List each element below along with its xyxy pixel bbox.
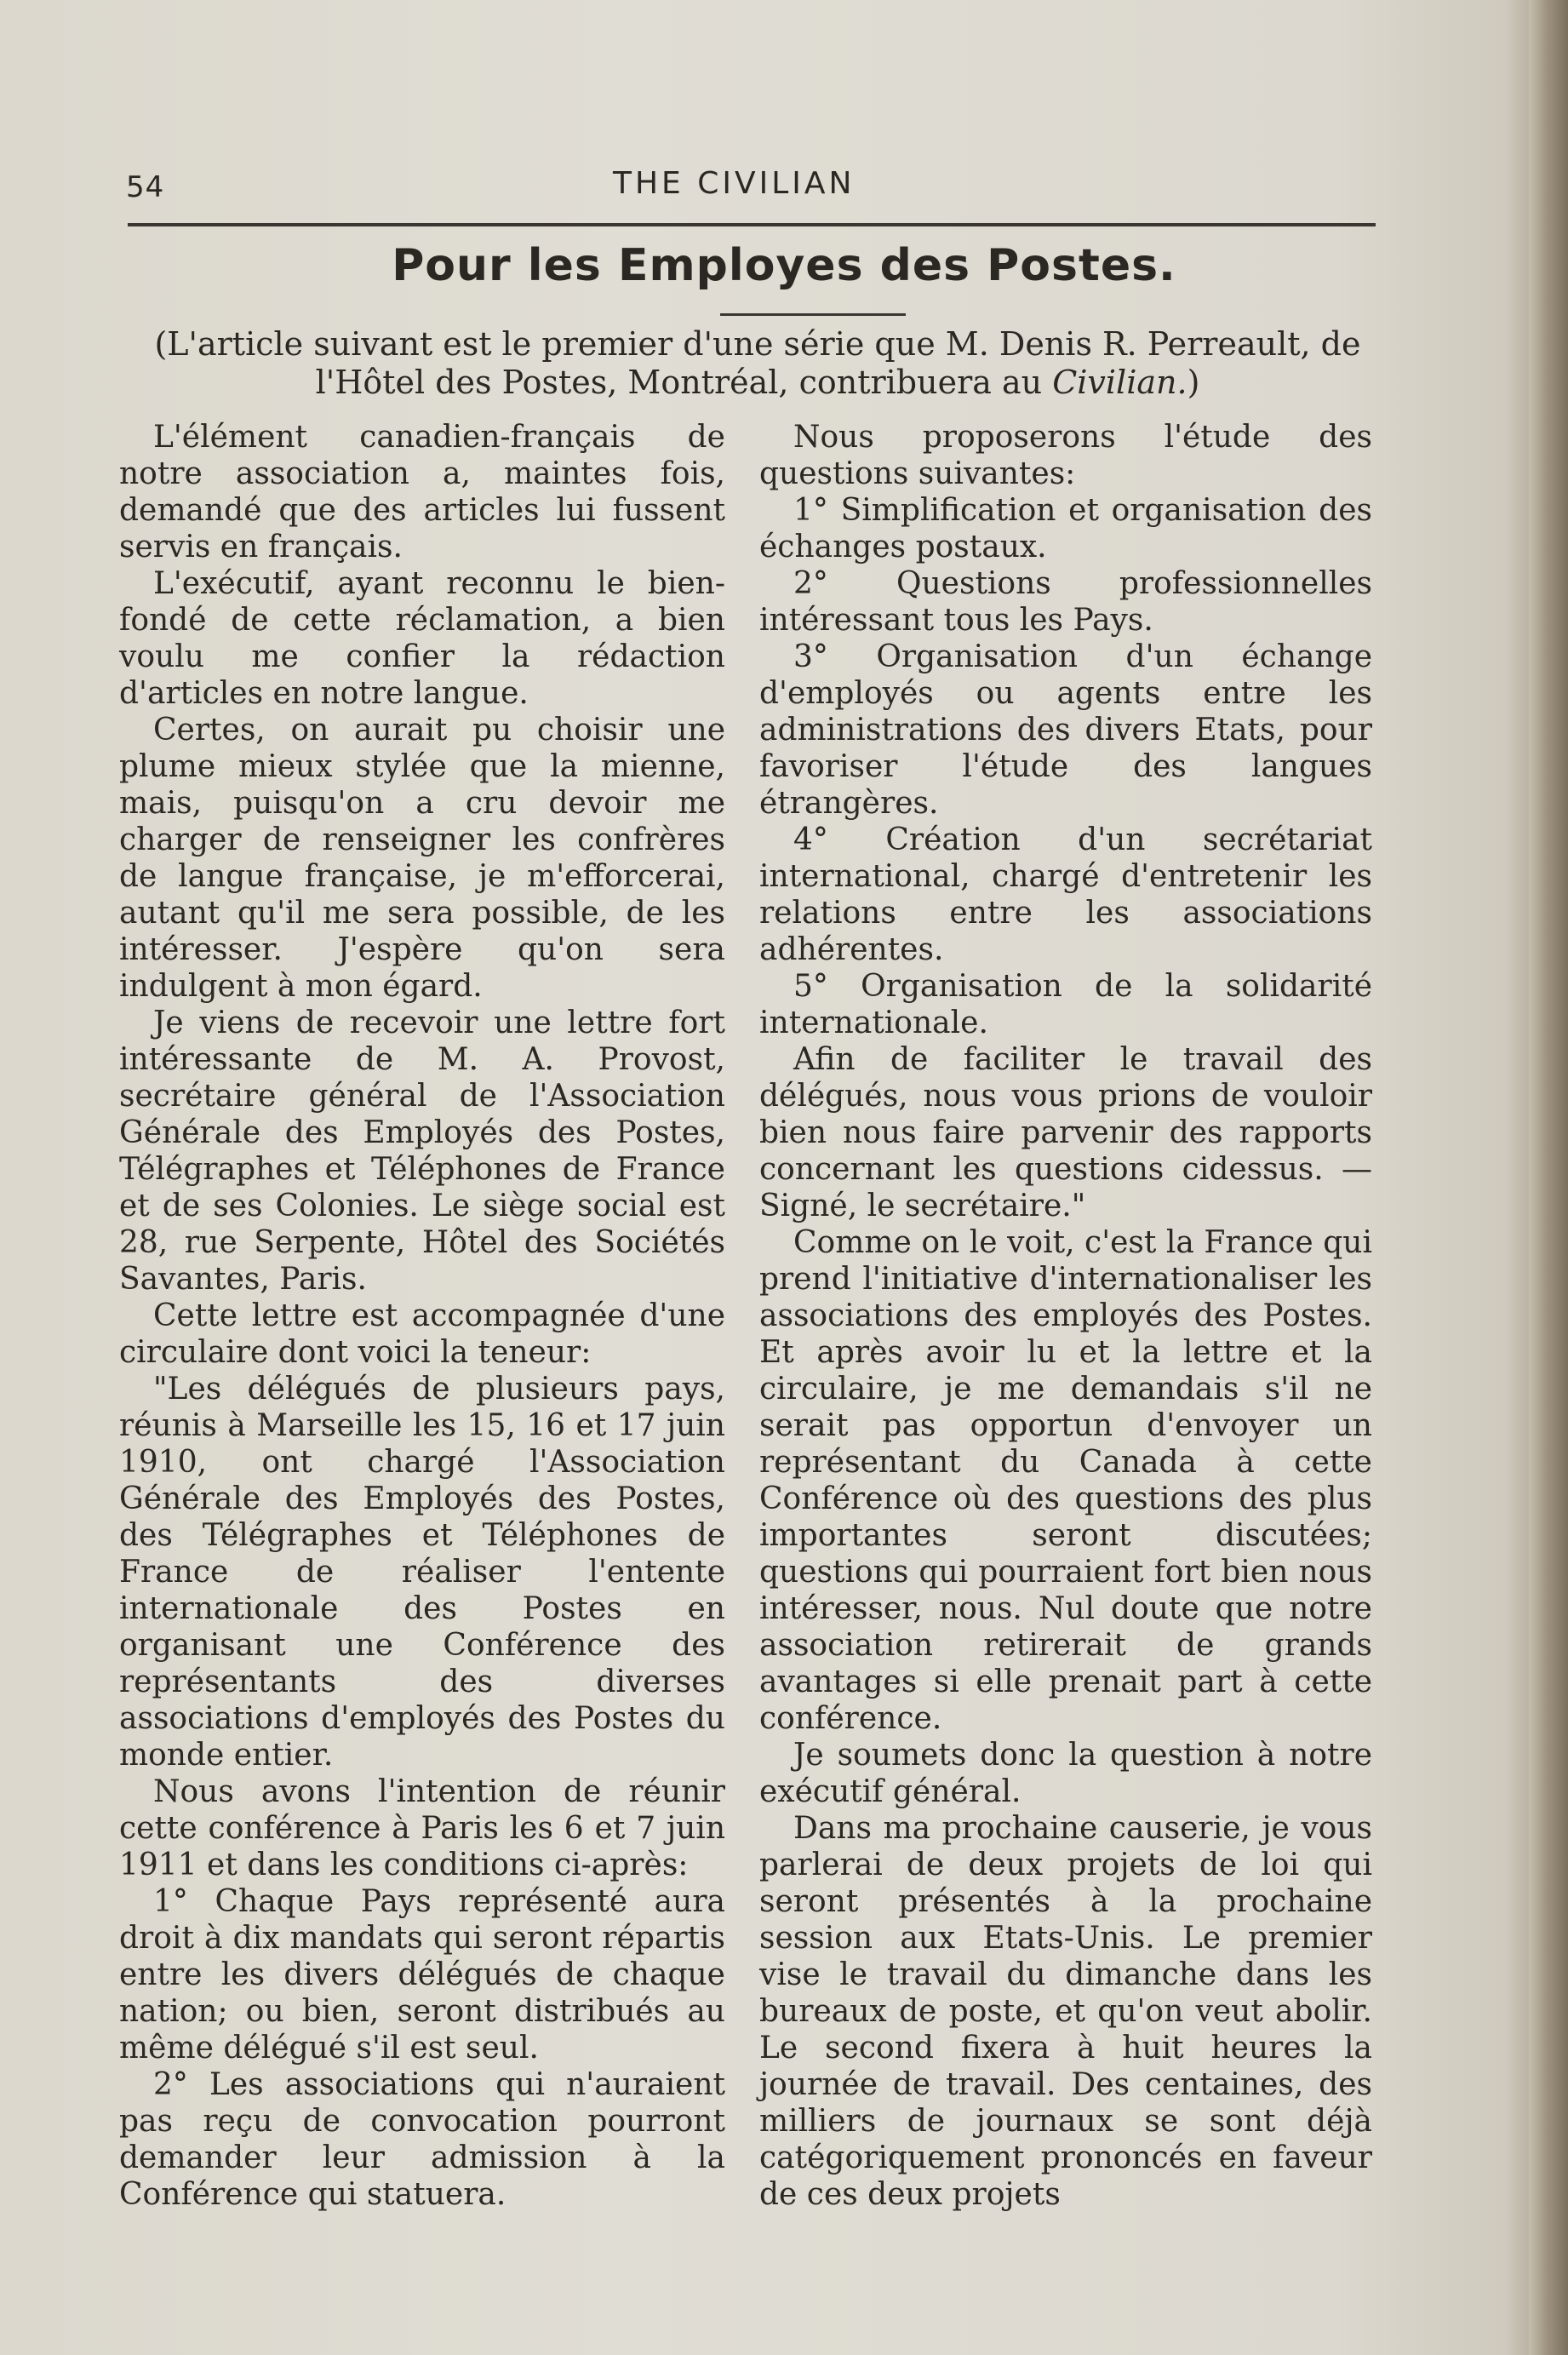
paragraph: Cette lettre est accompagnée d'une circulaire dont voici la teneur: [119, 1298, 725, 1370]
paragraph: 1° Simplification et organisation des échanges postaux. [759, 493, 1372, 564]
left-column [119, 419, 725, 2213]
paragraph: 2° Questions professionnelles intéressant tous les Pays. [759, 566, 1372, 638]
paragraph: Je viens de recevoir une lettre fort intéressante de M. A. Provost, secrétaire général de l'Association Générale des Employés des Postes, Télégraphes et Téléphones de France et de ses Colonies. Le siège social est 28, rue Serpente, Hôtel des Sociétés Savantes, Paris. [119, 1006, 725, 1297]
intro-close: ) [1187, 364, 1200, 401]
paragraph: L'exécutif, ayant reconnu le bien-fondé de cette réclamation, a bien voulu me confier la rédaction d'articles en notre langue. [119, 566, 725, 711]
right-column [759, 419, 1372, 2213]
paragraph: 2° Les associations qui n'auraient pas reçu de convocation pourront demander leur admission à la Conférence qui statuera. [119, 2067, 725, 2212]
article-intro [145, 325, 1371, 402]
title-rule [720, 313, 906, 316]
page-number: 54 [126, 170, 165, 204]
paragraph: Je soumets donc la question à notre exécutif général. [759, 1738, 1372, 1809]
article-title: Pour les Employes des Postes. [392, 240, 1176, 291]
paragraph: Certes, on aurait pu choisir une plume mieux stylée que la mienne, mais, puisqu'on a cru devoir me charger de renseigner les confrères de langue française, je m'efforcerai, autant qu'il me sera possible, de les intéresser. J'espère qu'on sera indulgent à mon égard. [119, 713, 725, 1004]
header-rule [128, 223, 1376, 226]
paragraph: 3° Organisation d'un échange d'employés ou agents entre les administrations des divers Etats, pour favoriser l'étude des langues étrangères. [759, 639, 1372, 821]
paragraph: Afin de faciliter le travail des délégués, nous vous prions de vouloir bien nous faire parvenir des rapports concernant les questions cidessus. — Signé, le secrétaire." [759, 1042, 1372, 1223]
paragraph: Comme on le voit, c'est la France qui prend l'initiative d'internationaliser les associations des employés des Postes. Et après avoir lu et la lettre et la circulaire, je me demandais s'il ne serait pas opportun d'envoyer un représentant du Canada à cette Conférence où des questions des plus importantes seront discutées; questions qui pourraient fort bien nous intéresser, nous. Nul doute que notre association retirerait de grands avantages si elle prenait part à cette conférence. [759, 1225, 1372, 1736]
paragraph: Nous proposerons l'étude des questions suivantes: [759, 420, 1372, 491]
paragraph: 4° Création d'un secrétariat international, chargé d'entretenir les relations entre les associations adhérentes. [759, 822, 1372, 967]
intro-publication-name: Civilian. [1052, 364, 1187, 401]
page-spine-edge [1529, 0, 1568, 2355]
paragraph: Dans ma prochaine causerie, je vous parlerai de deux projets de loi qui seront présentés à la prochaine session aux Etats-Unis. Le premier vise le travail du dimanche dans les bureaux de poste, et qu'on veut abolir. Le second fixera à huit heures la journée de travail. Des centaines, des milliers de journaux se sont déjà catégoriquement prononcés en faveur de ces deux projets [759, 1811, 1372, 2212]
paragraph: 5° Organisation de la solidarité internationale. [759, 969, 1372, 1040]
paragraph: L'élément canadien-français de notre association a, maintes fois, demandé que des articles lui fussent servis en français. [119, 420, 725, 564]
intro-text: (L'article suivant est le premier d'une série que M. Denis R. Perreault, de l'Hôtel des Postes, Montréal, contribuera au [154, 325, 1361, 401]
paragraph: 1° Chaque Pays représenté aura droit à dix mandats qui seront répartis entre les divers délégués de chaque nation; ou bien, seront distribués au même délégué s'il est seul. [119, 1884, 725, 2066]
paragraph: "Les délégués de plusieurs pays, réunis à Marseille les 15, 16 et 17 juin 1910, ont chargé l'Association Générale des Employés des Postes, des Télégraphes et Téléphones de France de réaliser l'entente internationale des Postes en organisant une Conférence des représentants des diverses associations d'employés des Postes du monde entier. [119, 1372, 725, 1773]
publication-running-head: THE CIVILIAN [613, 166, 856, 201]
paragraph: Nous avons l'intention de réunir cette conférence à Paris les 6 et 7 juin 1911 et dans les conditions ci-après: [119, 1774, 725, 1882]
